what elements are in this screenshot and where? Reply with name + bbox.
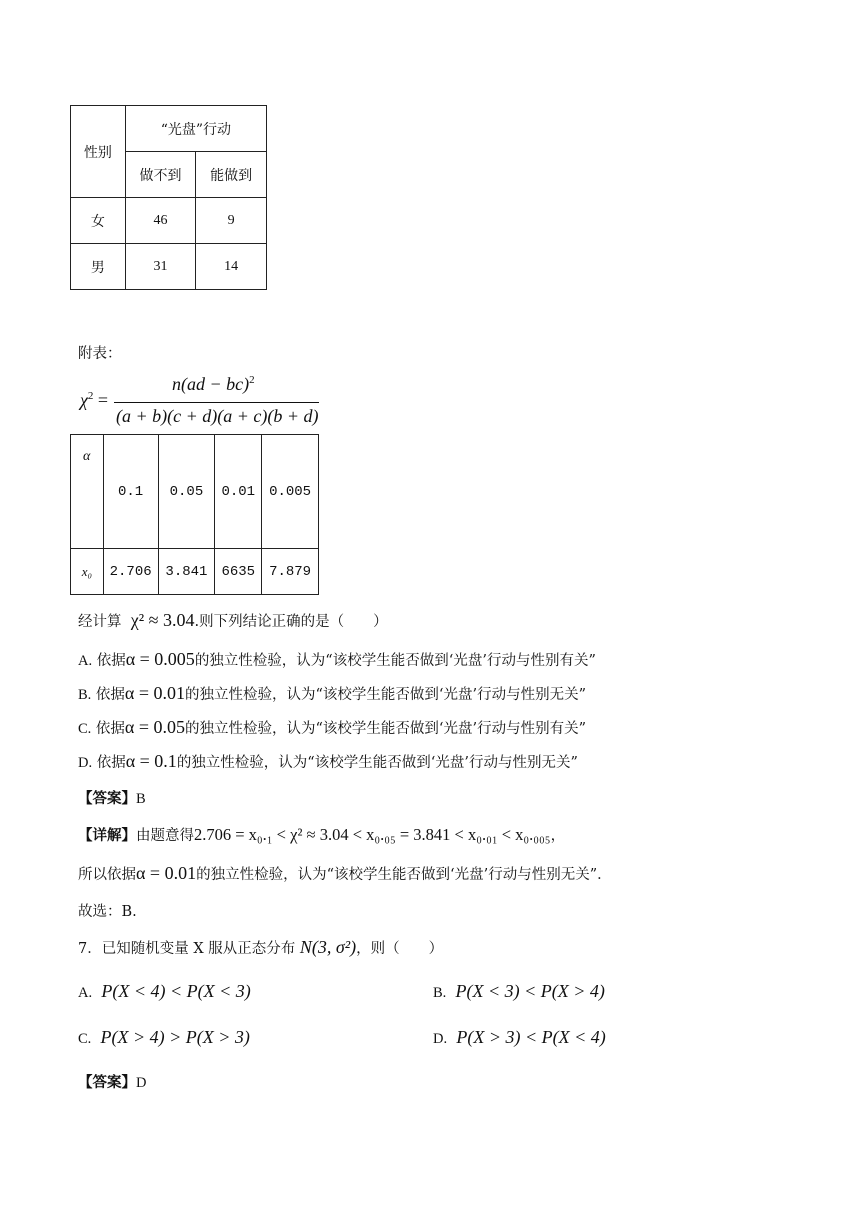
table-row [71,106,267,152]
appendix-label: 附表： [78,346,122,362]
choice-6: 故选：B. [78,904,137,920]
x0-cell: 2.706 [103,549,158,595]
option-7b: B. P(X < 3) < P(X > 4) [433,981,605,1001]
option-7d: D. P(X > 3) < P(X < 4) [433,1027,606,1047]
formula-lhs: $\chi^2$ = [80,390,109,410]
count-cell: 14 [196,244,267,290]
alpha-cell: 0.005 [262,435,319,549]
critical-value-table [70,434,319,595]
count-cell: 31 [125,244,196,290]
formula-numerator: n(ad − bc)$^2$ [172,374,255,394]
table-row [71,435,319,549]
option-b: B. 依据α = 0.01的独立性检验，认为“该校学生能否做到‘光盘’行动与性别无关” [78,683,587,703]
col-header-yes: 能做到 [196,152,267,198]
alpha-cell: 0.05 [158,435,215,549]
alpha-cell: 0.01 [215,435,262,549]
conclusion-6: 所以依据α = 0.01的独立性检验，认为“该校学生能否做到‘光盘’行动与性别无关”． [78,863,612,883]
count-cell: 9 [196,198,267,244]
option-d: D. 依据α = 0.1的独立性检验，认为“该校学生能否做到‘光盘’行动与性别无关” [78,751,578,771]
x0-cell: 6635 [215,549,262,595]
action-header: “光盘”行动 [125,106,266,152]
answer-6: 【答案】B [78,790,146,807]
option-7a: A. P(X < 4) < P(X < 3) [78,981,251,1001]
gender-header: 性别 [71,106,126,198]
count-cell: 46 [125,198,196,244]
fraction-bar [114,402,319,403]
question-7-stem: 7．已知随机变量 X 服从正态分布 N(3, σ²)，则（ ） [78,937,444,957]
option-c: C. 依据α = 0.05的独立性检验，认为“该校学生能否做到‘光盘’行动与性别有关” [78,717,587,737]
x0-cell: 3.841 [158,549,215,595]
x0-cell: 7.879 [262,549,319,595]
option-7c: C. P(X > 4) > P(X > 3) [78,1027,250,1047]
gender-cell: 男 [71,244,126,290]
alpha-label: α [83,449,91,464]
col-header-no: 做不到 [125,152,196,198]
contingency-table [70,105,267,290]
answer-7: 【答案】D [78,1074,147,1091]
chi-square-formula [80,370,325,430]
x0-label: x₀ [71,549,104,595]
alpha-cell: 0.1 [103,435,158,549]
detail-6: 【详解】由题意得2.706 = x₀.₁ < χ² ≈ 3.04 < x₀.₀₅ = 3.841 < x₀.₀₁ < x₀.₀₀₅， [78,825,566,844]
table-row [71,198,267,244]
alpha-header-cell [71,435,104,549]
option-a: A. 依据α = 0.005的独立性检验，认为“该校学生能否做到‘光盘’行动与性别有关” [78,649,596,669]
table-row [71,549,319,595]
question-6-stem: 经计算 χ² ≈ 3.04.则下列结论正确的是（ ） [78,610,388,630]
table-row [71,244,267,290]
gender-cell: 女 [71,198,126,244]
formula-denominator: (a + b)(c + d)(a + c)(b + d) [116,406,319,426]
